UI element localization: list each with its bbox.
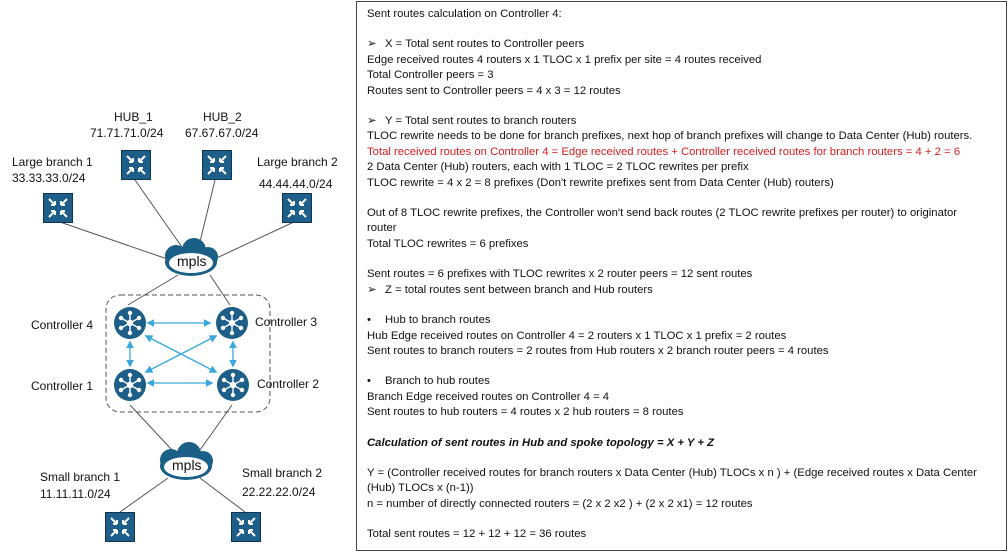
x-line-1: Edge received routes 4 routers x 1 TLOC x 1 prefix per site = 4 routes received (367, 53, 762, 66)
link-mpls-c4 (128, 275, 178, 305)
router-icon-large-branch-1 (43, 193, 73, 223)
formula-line-2: n = number of directly connected routers = (2 x 2 x2 ) + (2 x 2 x1) = 12 routes (367, 497, 753, 510)
mpls-bottom-label: mpls (172, 457, 202, 473)
panel-title: Sent routes calculation on Controller 4: (367, 8, 562, 20)
link-lb2-mpls (208, 221, 296, 262)
link-lb1-mpls (57, 221, 176, 262)
controller-4-icon (114, 307, 146, 339)
controller-1-icon (114, 369, 146, 401)
large-branch-2-prefix: 44.44.44.0/24 (259, 177, 333, 191)
small-branch-2-name: Small branch 2 (242, 466, 323, 480)
hub2-name: HUB_2 (203, 110, 242, 124)
router-icon-small-branch-2 (231, 512, 261, 542)
arrow-bullet-icon: ➢ (367, 115, 377, 128)
hub1-prefix: 71.71.71.0/24 (90, 126, 164, 140)
hub-to-branch-line-2: Sent routes to branch routers = 2 routes from Hub routers x 2 branch router peers = 4 routes (367, 344, 829, 357)
link-mpls-sb2 (200, 478, 245, 512)
small-branch-2-prefix: 22.22.22.0/24 (242, 485, 316, 499)
branch-to-hub-line-1: Branch Edge received routes on Controller 4 = 4 (367, 390, 610, 403)
link-hub1-mpls (135, 180, 184, 250)
large-branch-1-prefix: 33.33.33.0/24 (12, 171, 86, 185)
dot-bullet-icon: • (367, 314, 371, 327)
calculation-text-panel (356, 1, 1007, 551)
controller-2-icon (217, 369, 249, 401)
hub-to-branch-line-1: Hub Edge received routes on Controller 4 = 2 routers x 1 TLOC x 1 prefix = 2 routes (367, 329, 787, 342)
small-branch-1-prefix: 11.11.11.0/24 (40, 487, 111, 501)
link-hub2-mpls (198, 180, 215, 250)
x-line-2: Total Controller peers = 3 (367, 69, 494, 82)
arrow-bullet-icon: ➢ (367, 38, 377, 51)
controller-2-label: Controller 2 (257, 377, 320, 391)
link-mpls-c3 (210, 275, 230, 305)
hub-to-branch-heading: • Hub to branch routes (367, 313, 1000, 328)
y-line-2-highlight: Total received routes on Controller 4 = Edge received routes + Controller received routes for branch routers = 4 + 2 = 6 (367, 145, 961, 158)
controller-1-label: Controller 1 (31, 379, 94, 393)
small-branch-1-name: Small branch 1 (40, 470, 121, 484)
controller-4-label: Controller 4 (31, 318, 94, 332)
router-icon-large-branch-2 (282, 193, 312, 223)
formula-line-1: Y = (Controller received routes for branch routers x Data Center (Hub) TLOCs x n ) + (Edge received routes x Data Center (Hub) TLOCs x (n-1)) (367, 466, 977, 495)
router-icon-hub1 (121, 150, 151, 180)
mpls-top-label: mpls (177, 253, 207, 269)
y-line-1: TLOC rewrite needs to be done for branch prefixes, next hop of branch prefixes will change to Data Center (Hub) routers. (367, 130, 973, 143)
y-heading: ➢ Y = Total sent routes to branch routers (367, 114, 1000, 129)
large-branch-1-name: Large branch 1 (12, 155, 93, 169)
x-heading: ➢ X = Total sent routes to Controller peers (367, 37, 1000, 52)
router-icon-small-branch-1 (105, 512, 135, 542)
hub1-name: HUB_1 (114, 110, 153, 124)
network-diagram (0, 0, 355, 553)
arrow-bullet-icon: ➢ (367, 283, 377, 296)
y-line-5: Out of 8 TLOC rewrite prefixes, the Controller won't send back routes (2 TLOC rewrite prefixes per router) to originator router (367, 207, 958, 235)
x-line-3: Routes sent to Controller peers = 4 x 3 = 12 routes (367, 84, 621, 97)
branch-to-hub-line-2: Sent routes to hub routers = 4 routes x 2 hub routers = 8 routes (367, 406, 684, 419)
z-heading: ➢ Z = total routes sent between branch and Hub routers (367, 283, 1000, 298)
total-line: Total sent routes = 12 + 12 + 12 = 36 routes (367, 528, 587, 541)
router-icon-hub2 (202, 150, 232, 180)
link-mpls-sb1 (120, 478, 168, 512)
branch-to-hub-heading: • Branch to hub routes (367, 374, 1000, 389)
calculation-heading: Calculation of sent routes in Hub and spoke topology = X + Y + Z (367, 436, 715, 449)
controller-3-icon (216, 307, 248, 339)
dot-bullet-icon: • (367, 375, 371, 388)
y-line-4: TLOC rewrite = 4 x 2 = 8 prefixes (Don't rewrite prefixes sent from Data Center (Hub) routers) (367, 176, 834, 189)
y-line-7: Sent routes = 6 prefixes with TLOC rewrites x 2 router peers = 12 sent routes (367, 268, 753, 281)
y-line-6: Total TLOC rewrites = 6 prefixes (367, 237, 529, 250)
controller-3-label: Controller 3 (255, 315, 318, 329)
large-branch-2-name: Large branch 2 (257, 155, 338, 169)
hub2-prefix: 67.67.67.0/24 (185, 126, 259, 140)
y-line-3: 2 Data Center (Hub) routers, each with 1 TLOC = 2 TLOC rewrites per prefix (367, 161, 749, 174)
